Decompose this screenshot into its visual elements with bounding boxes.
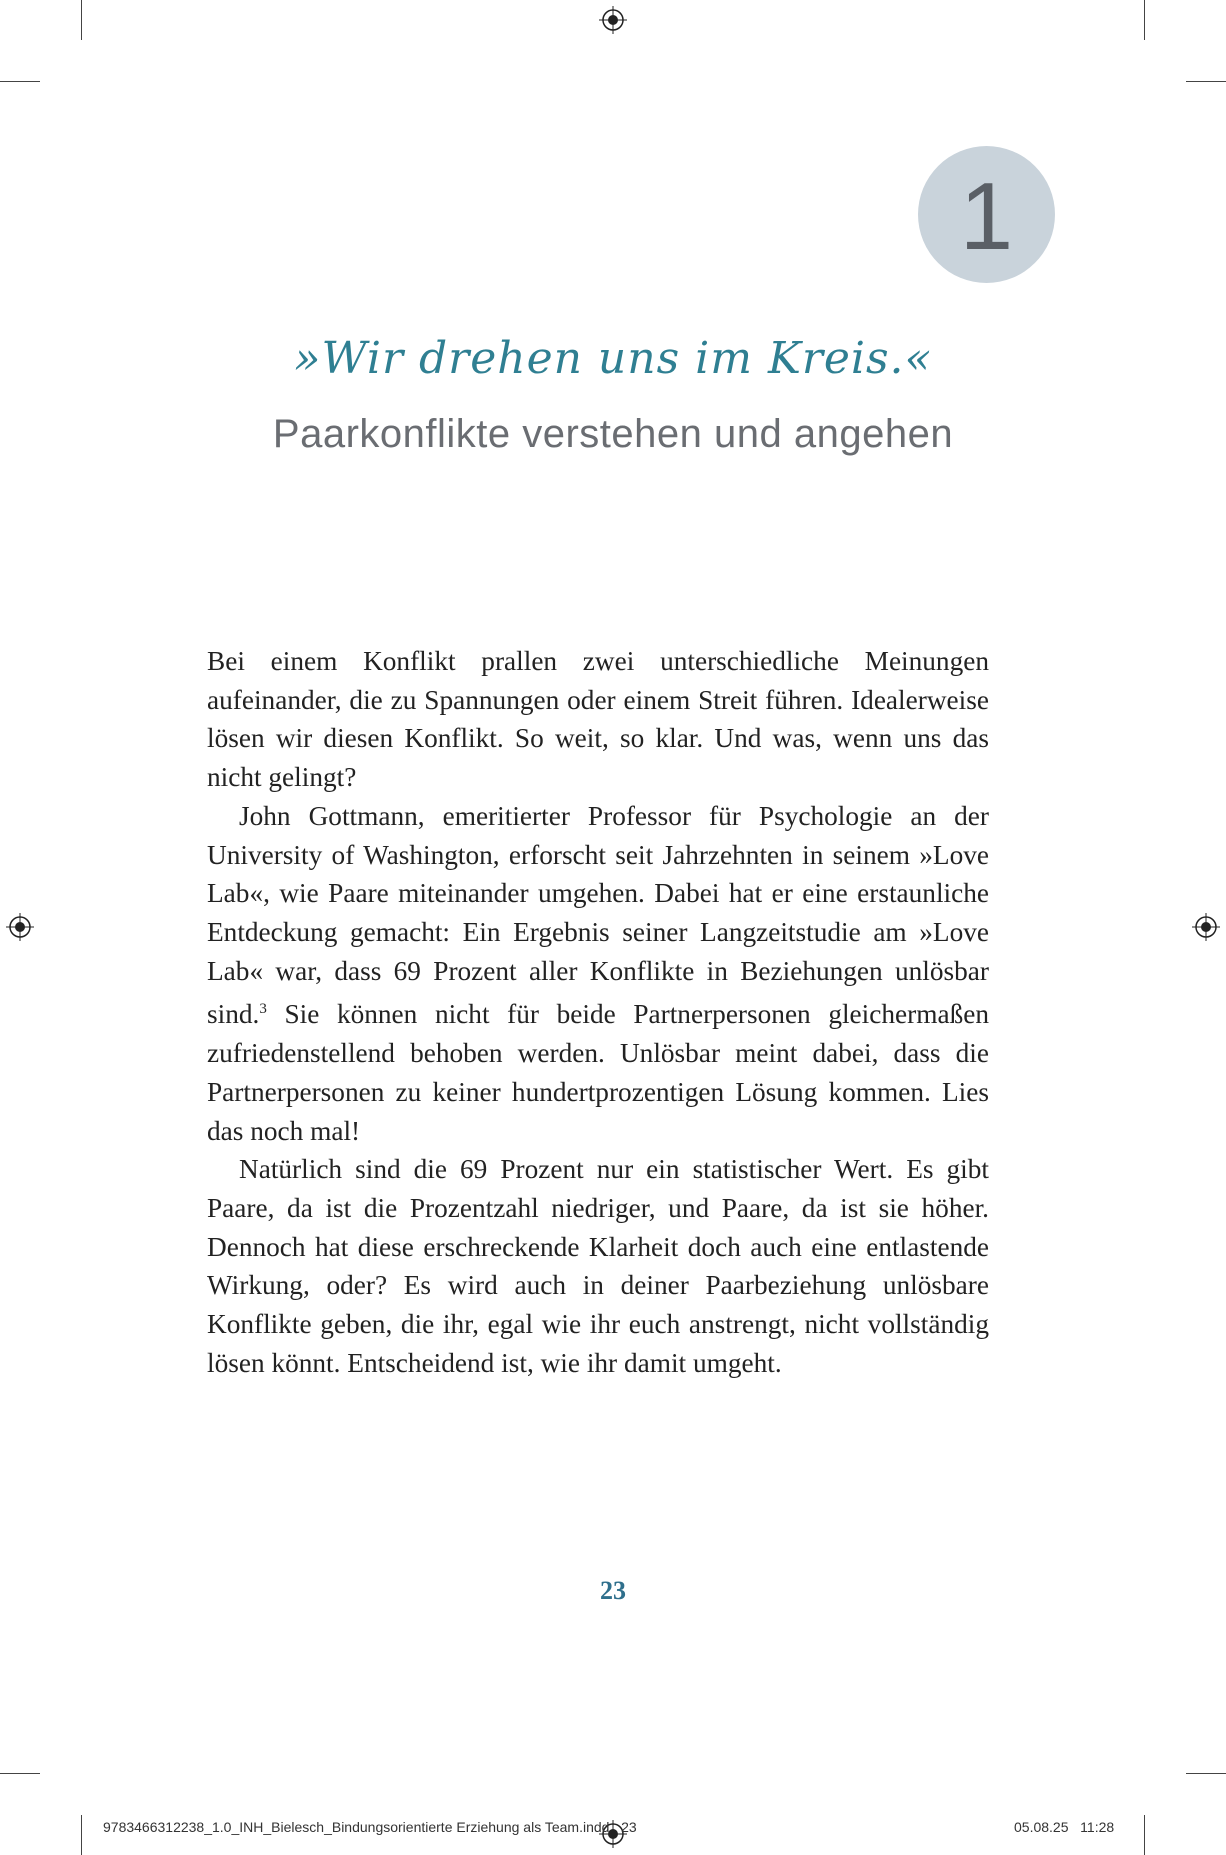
paragraph-3: Natürlich sind die 69 Prozent nur ein statistischer Wert. Es gibt Paare, da ist die Prozentzahl niedriger, und Paare, da ist sie höher. Dennoch hat diese erschreckende Klarheit doch auch eine entlastende Wirkung, oder? Es wird auch in deiner Paarbeziehung unlösbare Konflikte geben, die ihr, egal wie ihr euch anstrengt, nicht vollständig lösen könnt. Entscheidend ist, wie ihr damit umgeht. <box>207 1154 989 1378</box>
crop-mark-bottom-left-h <box>0 1773 40 1774</box>
chapter-badge <box>918 146 1055 283</box>
crop-mark-bottom-right-v <box>1144 1815 1145 1855</box>
body-text <box>207 642 989 1382</box>
paragraph-2-continued: Sie können nicht für beide Partnerpersonen gleichermaßen zufriedenstellend behoben werden. Unlösbar meint dabei, dass die Partnerpersonen zu keiner hundertprozentigen Lösung kommen. Lies das noch mal! <box>207 999 989 1146</box>
crop-mark-top-right-v <box>1144 0 1145 40</box>
crop-mark-bottom-left-v <box>81 1815 82 1855</box>
slug-date: 05.08.25 <box>1014 1819 1069 1835</box>
chapter-number: 1 <box>959 162 1014 270</box>
slug-timestamp <box>1014 1819 1114 1835</box>
chapter-subtitle: Paarkonflikte verstehen und angehen <box>272 412 954 456</box>
page-number: 23 <box>600 1576 626 1605</box>
registration-mark-right-icon <box>1192 913 1220 941</box>
registration-mark-top-icon <box>599 6 627 34</box>
paragraph-1: Bei einem Konflikt prallen zwei unterschiedliche Meinungen aufeinander, die zu Spannungen oder einem Streit führen. Idealerweise lösen wir diesen Konflikt. So weit, so klar. Und was, wenn uns das nicht gelingt? <box>207 646 989 793</box>
slug-page: 23 <box>621 1819 637 1835</box>
registration-mark-left-icon <box>6 913 34 941</box>
slug-file: 9783466312238_1.0_INH_Bielesch_Bindungsorientierte Erziehung als Team.indd <box>103 1819 610 1835</box>
crop-mark-bottom-right-h <box>1186 1773 1226 1774</box>
paragraph-2 <box>207 797 989 1150</box>
footnote-reference: 3 <box>259 1001 267 1018</box>
slug-time: 11:28 <box>1080 1819 1115 1835</box>
crop-mark-top-left-h <box>0 81 40 82</box>
slug-filename <box>103 1819 637 1835</box>
crop-mark-top-right-h <box>1186 81 1226 82</box>
paragraph-2-text: John Gottmann, emeritierter Professor für Psychologie an der University of Washington, erforscht seit Jahrzehnten in seinem »Love Lab«, wie Paare miteinander umgehen. Dabei hat er eine erstaunliche Entdeckung gemacht: Ein Ergebnis seiner Langzeitstudie am »Love Lab« war, dass 69 Prozent aller Konflikte in Beziehungen unlösbar sind. <box>207 800 989 1030</box>
crop-mark-top-left-v <box>81 0 82 40</box>
chapter-title-quote: »Wir drehen uns im Kreis.« <box>293 333 933 384</box>
